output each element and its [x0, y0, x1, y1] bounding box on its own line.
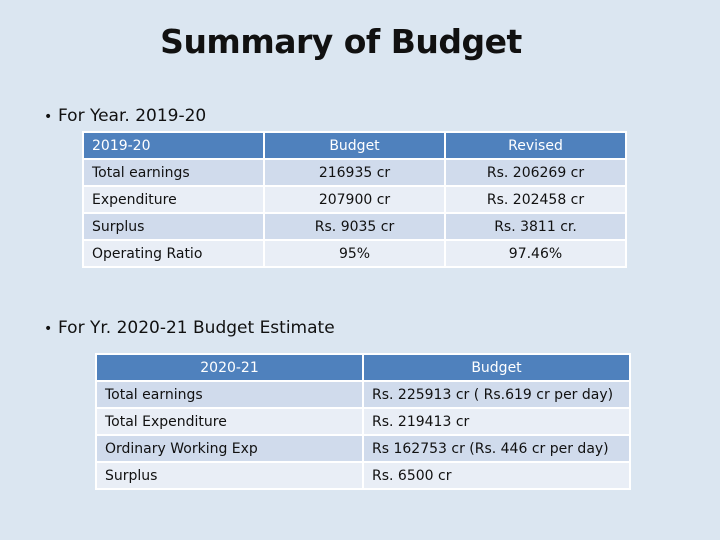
table-cell: Surplus [83, 213, 264, 240]
page-title: Summary of Budget [160, 22, 522, 61]
bullet-icon: • [44, 321, 53, 337]
table-header-cell: Revised [445, 132, 626, 159]
table-cell: Total earnings [83, 159, 264, 186]
table-header-cell: 2020-21 [96, 354, 363, 381]
bullet-text: For Year. 2019-20 [58, 106, 207, 126]
table-row [83, 159, 626, 186]
table-cell: 95% [264, 240, 445, 267]
table-row [96, 435, 630, 462]
table-cell: Total Expenditure [96, 408, 363, 435]
table-cell: Ordinary Working Exp [96, 435, 363, 462]
table-row [96, 462, 630, 489]
bullet-year-2020-21 [44, 318, 335, 338]
budget-table-2020-21 [95, 353, 631, 490]
table-cell: Rs. 3811 cr. [445, 213, 626, 240]
table-cell: Rs. 9035 cr [264, 213, 445, 240]
table-cell: Operating Ratio [83, 240, 264, 267]
bullet-icon: • [44, 109, 53, 125]
table-cell: Surplus [96, 462, 363, 489]
budget-table-2019-20 [82, 131, 627, 268]
bullet-text: For Yr. 2020-21 Budget Estimate [58, 318, 335, 338]
bullet-year-2019-20 [44, 106, 206, 126]
table-cell: 216935 cr [264, 159, 445, 186]
table-cell: Rs 162753 cr (Rs. 446 cr per day) [363, 435, 630, 462]
table-header-row [96, 354, 630, 381]
table-cell: Expenditure [83, 186, 264, 213]
table-row [96, 408, 630, 435]
table-header-cell: Budget [363, 354, 630, 381]
table-cell: Total earnings [96, 381, 363, 408]
table-cell: Rs. 206269 cr [445, 159, 626, 186]
table-cell: Rs. 202458 cr [445, 186, 626, 213]
table-header-row [83, 132, 626, 159]
table-header-cell: Budget [264, 132, 445, 159]
table-row [96, 381, 630, 408]
table-cell: Rs. 225913 cr ( Rs.619 cr per day) [363, 381, 630, 408]
table-cell: Rs. 219413 cr [363, 408, 630, 435]
table-header-cell: 2019-20 [83, 132, 264, 159]
table-cell: Rs. 6500 cr [363, 462, 630, 489]
table-row [83, 213, 626, 240]
table-cell: 97.46% [445, 240, 626, 267]
table-row [83, 186, 626, 213]
table-cell: 207900 cr [264, 186, 445, 213]
table-row [83, 240, 626, 267]
